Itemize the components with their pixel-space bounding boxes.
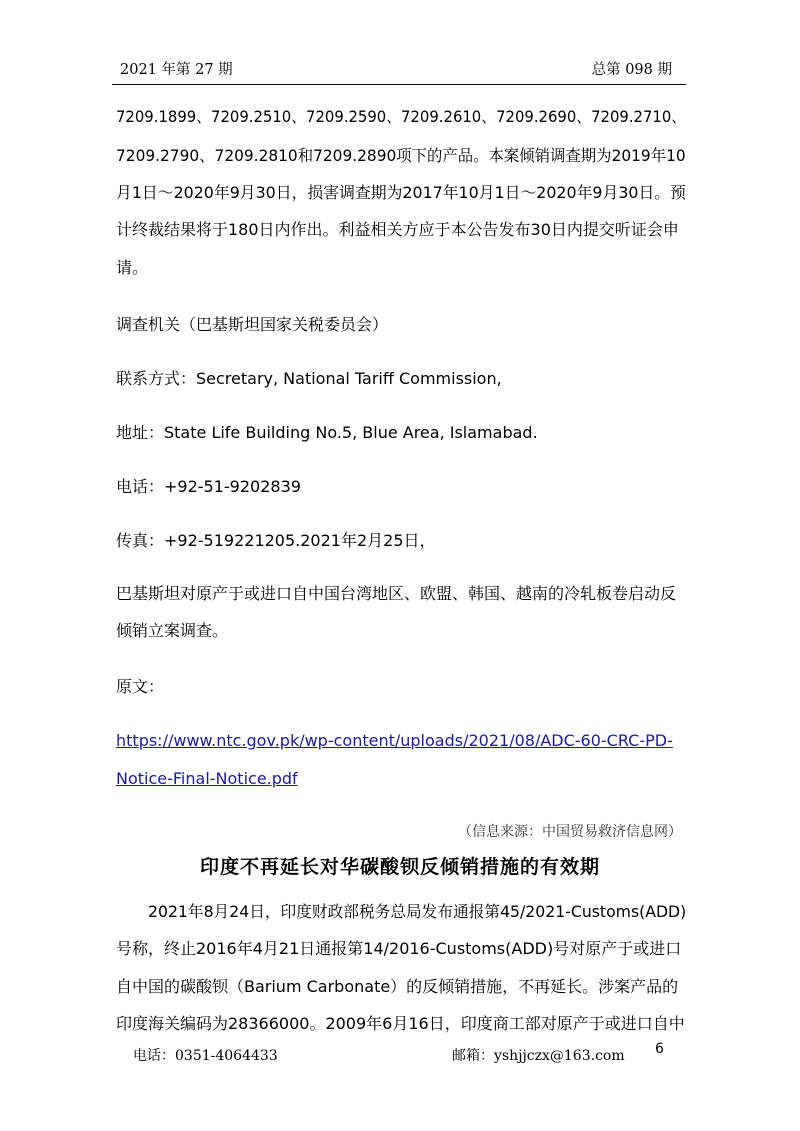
phone-number: 电话：+92-51-9202839: [116, 477, 301, 496]
original-text-label: 原文：: [116, 677, 165, 696]
info-source: （信息来源：中国贸易救济信息网）: [458, 824, 682, 840]
investigating-authority: 调查机关（巴基斯坦国家关税委员会）: [116, 315, 389, 334]
paragraph-line: 2021年8月24日，印度财政部税务总局发布通报第45/2021-Customs(ADD): [148, 902, 687, 921]
paragraph-line: 请。: [116, 258, 149, 277]
original-text-link[interactable]: https://www.ntc.gov.pk/wp-content/uploads/2021/08/ADC-60-CRC-PD-: [116, 731, 673, 750]
paragraph-line: 计终裁结果将于180日内作出。利益相关方应于本公告发布30日内提交听证会申: [116, 220, 679, 239]
paragraph-line: 倾销立案调查。: [116, 621, 229, 640]
paragraph-line: 7209.2790、7209.2810和7209.2890项下的产品。本案倾销调查期为2019年10: [116, 146, 686, 165]
footer-email: 邮箱：yshjjczx@163.com: [452, 1048, 625, 1064]
paragraph-line: 自中国的碳酸钡（Barium Carbonate）的反倾销措施，不再延长。涉案产品的: [116, 977, 679, 996]
paragraph-line: 巴基斯坦对原产于或进口自中国台湾地区、欧盟、韩国、越南的冷轧板卷启动反: [116, 584, 677, 603]
original-text-link[interactable]: Notice-Final-Notice.pdf: [116, 769, 298, 788]
issue-number: 2021 年第 27 期: [120, 62, 233, 78]
page-number: 6: [655, 1041, 664, 1057]
fax-number: 传真：+92-519221205.2021年2月25日，: [116, 531, 436, 550]
address: 地址：State Life Building No.5, Blue Area, Islamabad.: [116, 423, 538, 442]
paragraph-line: 7209.1899、7209.2510、7209.2590、7209.2610、7209.2690、7209.2710、: [116, 107, 687, 126]
paragraph-line: 月1日～2020年9月30日，损害调查期为2017年10月1日～2020年9月30日。预: [116, 183, 686, 202]
paragraph-line: 号称，终止2016年4月21日通报第14/2016-Customs(ADD)号对原产于或进口: [116, 939, 682, 958]
header-divider: [112, 84, 686, 85]
contact-info: 联系方式：Secretary, National Tariff Commission,: [116, 369, 502, 388]
paragraph-line: 印度海关编码为28366000。2009年6月16日，印度商工部对原产于或进口自中: [116, 1014, 685, 1033]
article-title: 印度不再延长对华碳酸钡反倾销措施的有效期: [199, 856, 600, 878]
footer-phone: 电话：0351-4064433: [133, 1048, 278, 1064]
total-issue-number: 总第 098 期: [591, 62, 672, 78]
